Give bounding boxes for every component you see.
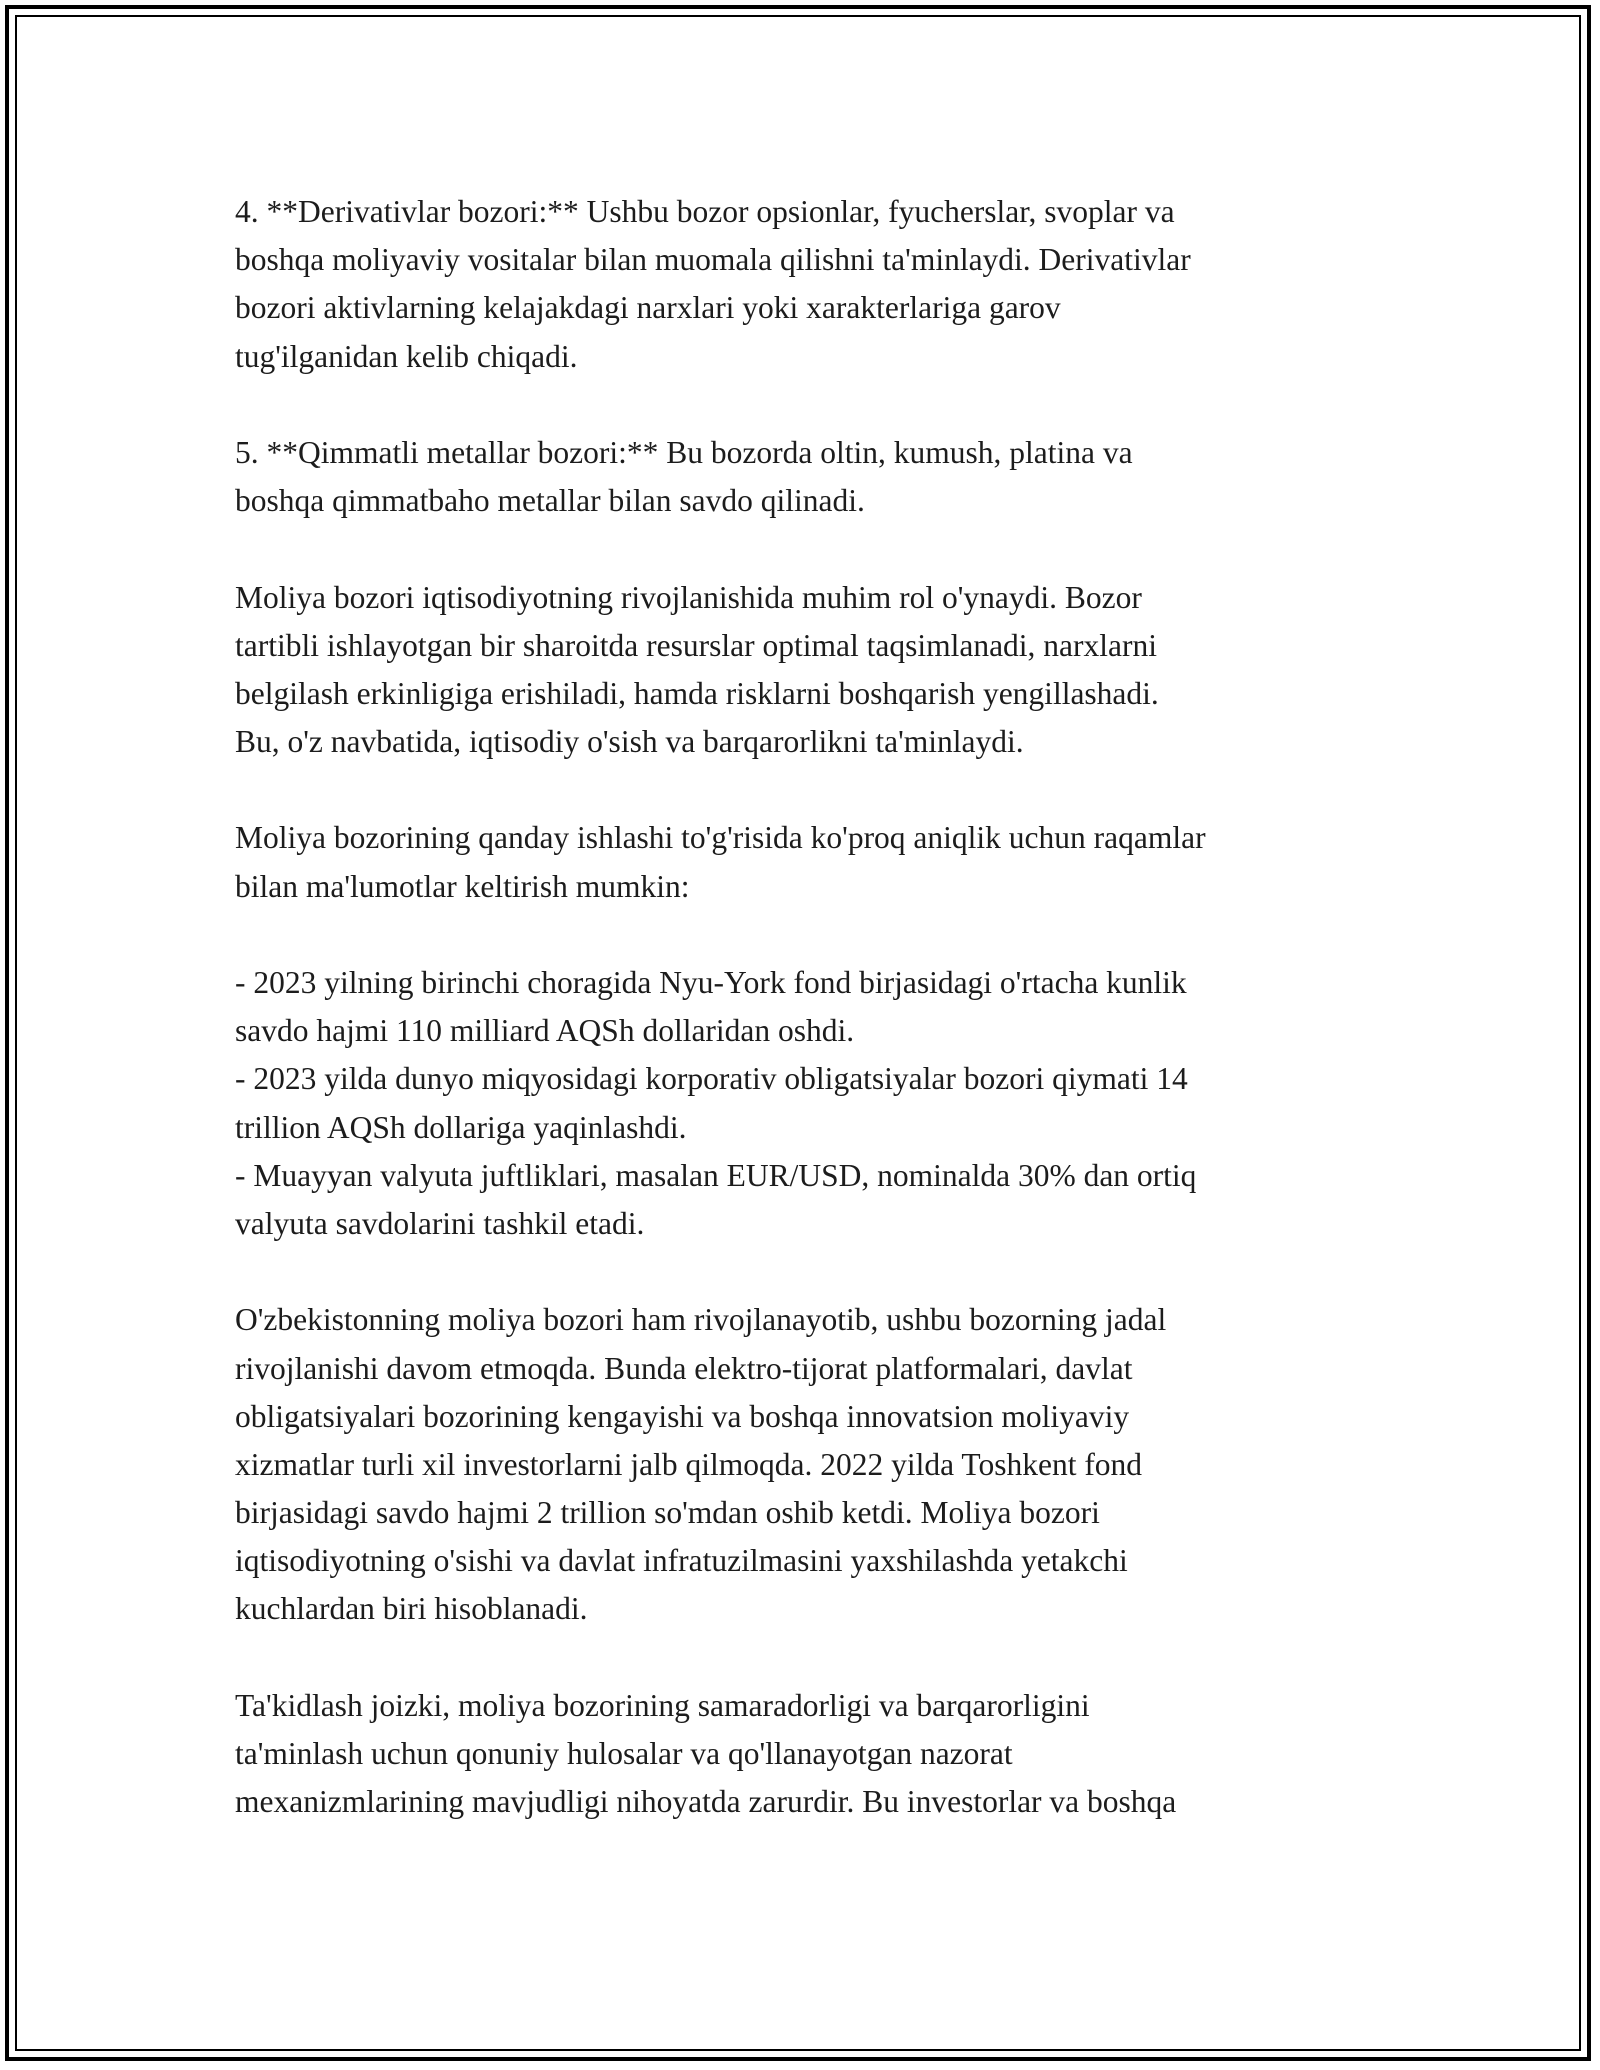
text-line: boshqa qimmatbaho metallar bilan savdo qilinadi. bbox=[235, 483, 865, 519]
text-line: birjasidagi savdo hajmi 2 trillion so'mdan oshib ketdi. Moliya bozori bbox=[235, 1495, 1100, 1531]
text-line: Moliya bozori iqtisodiyotning rivojlanishida muhim rol o'ynaydi. Bozor bbox=[235, 579, 1142, 615]
paragraph-spacer bbox=[235, 766, 1395, 814]
text-line: Moliya bozorining qanday ishlashi to'g'risida ko'proq aniqlik uchun raqamlar bbox=[235, 820, 1206, 856]
text-line: rivojlanishi davom etmoqda. Bunda elektro-tijorat platformalari, davlat bbox=[235, 1350, 1133, 1386]
list-item-line: - 2023 yilning birinchi choragida Nyu-York fond birjasidagi o'rtacha kunlik bbox=[235, 965, 1187, 1000]
text-line: ta'minlash uchun qonuniy hulosalar va qo'llanayotgan nazorat bbox=[235, 1736, 1013, 1771]
list-item-line: - 2023 yilda dunyo miqyosidagi korporativ obligatsiyalar bozori qiymati 14 bbox=[235, 1061, 1188, 1097]
text-line: O'zbekistonning moliya bozori ham rivojlanayotib, ushbu bozorning jadal bbox=[235, 1302, 1167, 1338]
text-line: obligatsiyalari bozorining kengayishi va boshqa innovatsion moliyaviy bbox=[235, 1398, 1130, 1434]
text-line: 5. **Qimmatli metallar bozori:** Bu bozorda oltin, kumush, platina va bbox=[235, 434, 1133, 470]
text-line: xizmatlar turli xil investorlarni jalb qilmoqda. 2022 yilda Toshkent fond bbox=[235, 1446, 1143, 1482]
paragraph-market-role bbox=[235, 574, 1395, 767]
list-item-line: trillion AQSh dollariga yaqinlashdi. bbox=[235, 1109, 687, 1145]
document-body bbox=[235, 188, 1395, 1826]
paragraph-spacer bbox=[235, 1248, 1395, 1296]
text-line: boshqa moliyaviy vositalar bilan muomala qilishni ta'minlaydi. Derivativlar bbox=[235, 242, 1191, 278]
text-line: 4. **Derivativlar bozori:** Ushbu bozor opsionlar, fyucherslar, svoplar va bbox=[235, 194, 1175, 229]
text-line: belgilash erkinligiga erishiladi, hamda risklarni boshqarish yengillashadi. bbox=[235, 675, 1159, 711]
paragraph-spacer bbox=[235, 525, 1395, 573]
paragraph-spacer bbox=[235, 381, 1395, 429]
paragraph-derivatives-market bbox=[235, 188, 1395, 381]
text-line: Ta'kidlash joizki, moliya bozorining samaradorligi va barqarorligini bbox=[235, 1687, 1090, 1723]
paragraph-spacer bbox=[235, 911, 1395, 959]
paragraph-precious-metals-market bbox=[235, 429, 1395, 525]
paragraph-figures-intro bbox=[235, 814, 1395, 910]
paragraph-uzbekistan-market bbox=[235, 1296, 1395, 1633]
paragraph-figures-list bbox=[235, 959, 1395, 1248]
list-item-line: savdo hajmi 110 milliard AQSh dollaridan oshdi. bbox=[235, 1013, 855, 1049]
text-line: tartibli ishlayotgan bir sharoitda resurslar optimal taqsimlanadi, narxlarni bbox=[235, 627, 1158, 663]
text-line: Bu, o'z navbatida, iqtisodiy o'sish va barqarorlikni ta'minlaydi. bbox=[235, 724, 1024, 760]
list-item-line: valyuta savdolarini tashkil etadi. bbox=[235, 1205, 645, 1241]
text-line: kuchlardan biri hisoblanadi. bbox=[235, 1591, 588, 1627]
text-line: tug'ilganidan kelib chiqadi. bbox=[235, 338, 578, 374]
text-line: mexanizmlarining mavjudligi nihoyatda zarurdir. Bu investorlar va boshqa bbox=[235, 1784, 1177, 1820]
paragraph-regulation bbox=[235, 1682, 1395, 1827]
list-item-line: - Muayyan valyuta juftliklari, masalan EUR/USD, nominalda 30% dan ortiq bbox=[235, 1157, 1197, 1193]
text-line: bilan ma'lumotlar keltirish mumkin: bbox=[235, 868, 690, 904]
text-line: iqtisodiyotning o'sishi va davlat infratuzilmasini yaxshilashda yetakchi bbox=[235, 1543, 1128, 1579]
text-line: bozori aktivlarning kelajakdagi narxlari yoki xarakterlariga garov bbox=[235, 290, 1061, 326]
paragraph-spacer bbox=[235, 1634, 1395, 1682]
